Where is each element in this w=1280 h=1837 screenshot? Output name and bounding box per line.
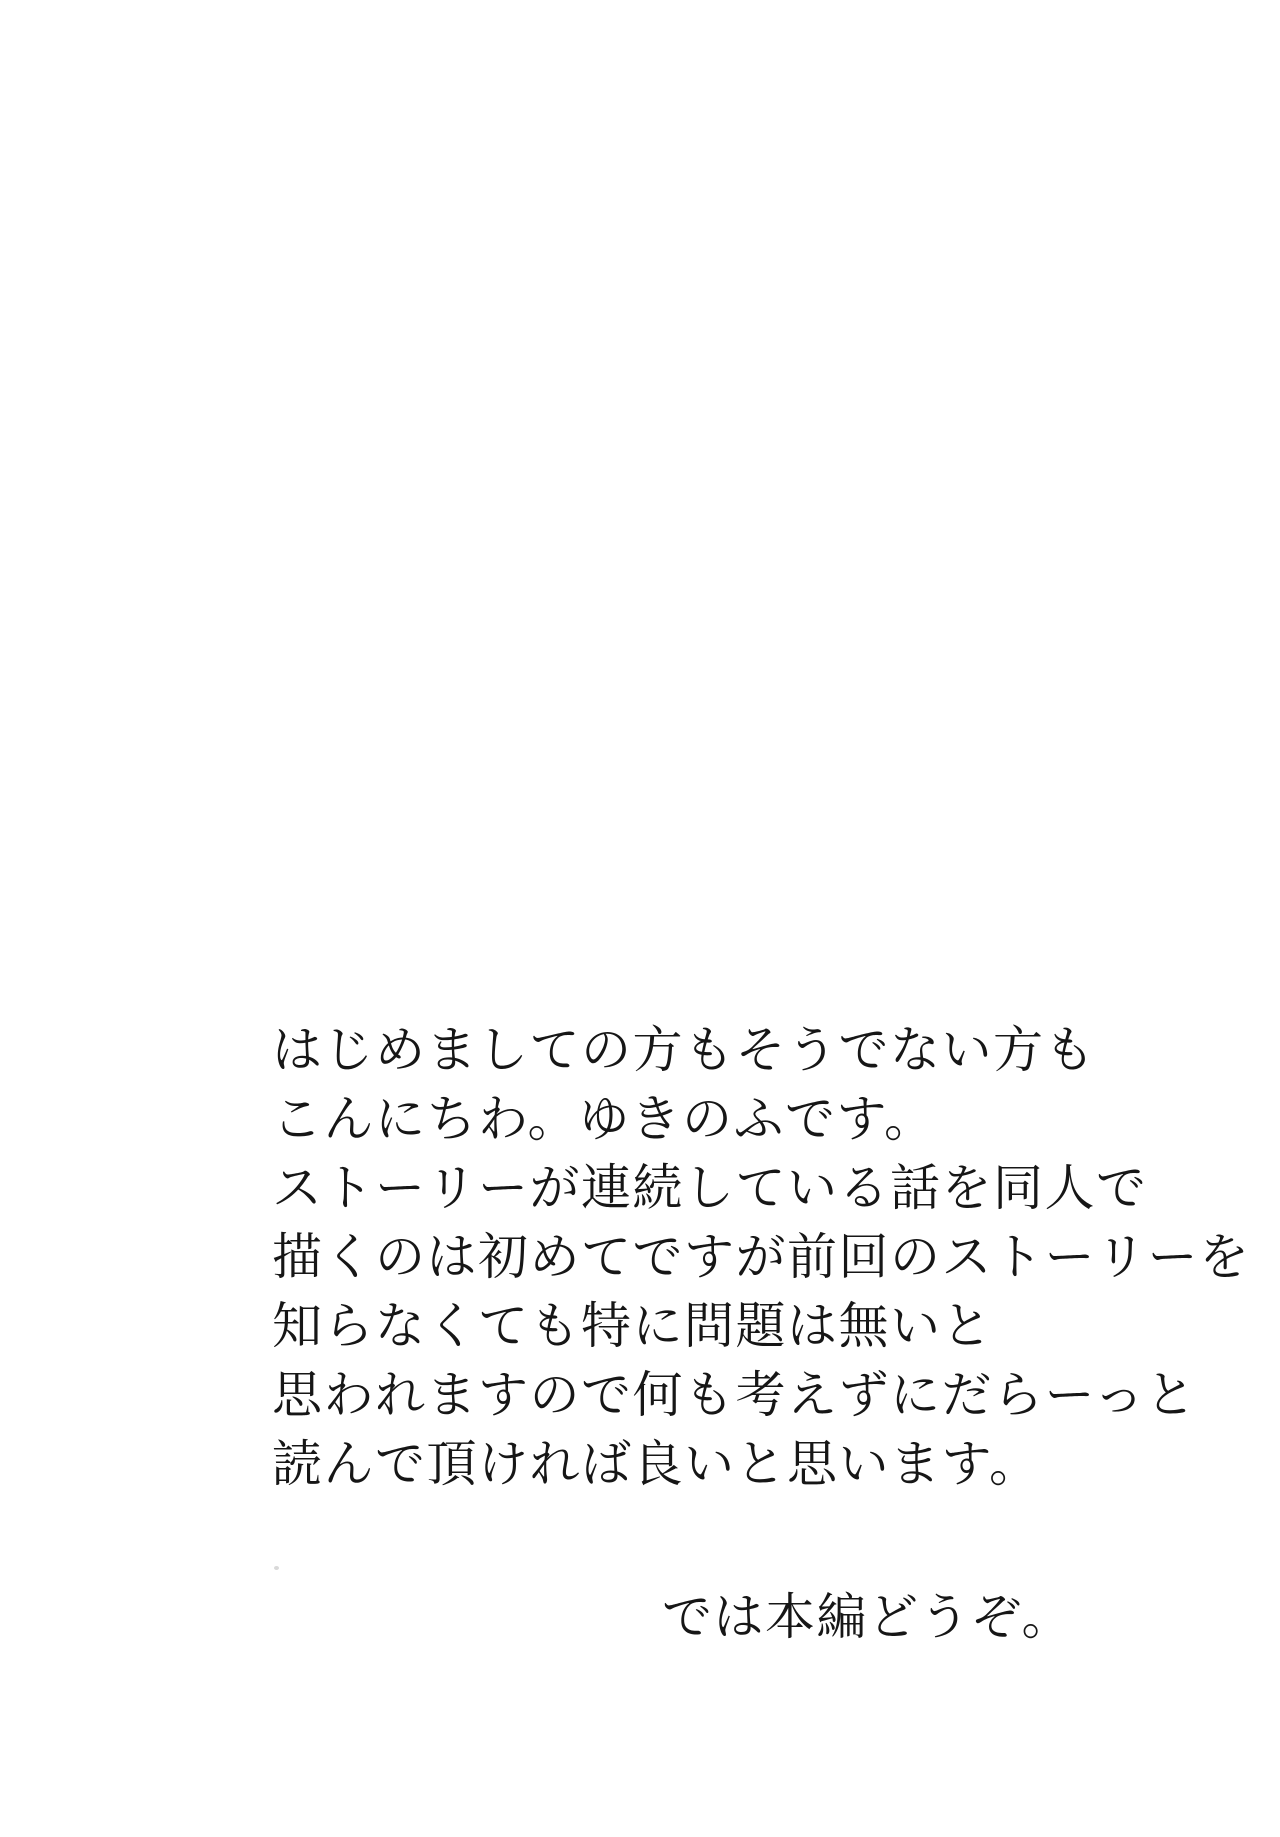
foreword-line-4: 描くのは初めてですが前回のストーリーを [272, 1229, 1251, 1285]
closing-line: では本編どうぞ。 [662, 1589, 1073, 1645]
foreword-line-1: はじめましての方もそうでない方も [272, 1022, 1096, 1078]
foreword-text-block [272, 1016, 1251, 1499]
foreword-line-6: 思われますので何も考えずにだらーっと [272, 1367, 1197, 1423]
foreword-line-5: 知らなくても特に問題は無いと [272, 1298, 993, 1354]
foreword-line-3: ストーリーが連続している話を同人で [272, 1160, 1148, 1216]
foreword-line-7: 読んで頂ければ良いと思います。 [272, 1436, 1041, 1492]
scan-artifact-speck [274, 1566, 279, 1570]
foreword-line-2: こんにちわ。ゆきのふです。 [272, 1091, 936, 1147]
